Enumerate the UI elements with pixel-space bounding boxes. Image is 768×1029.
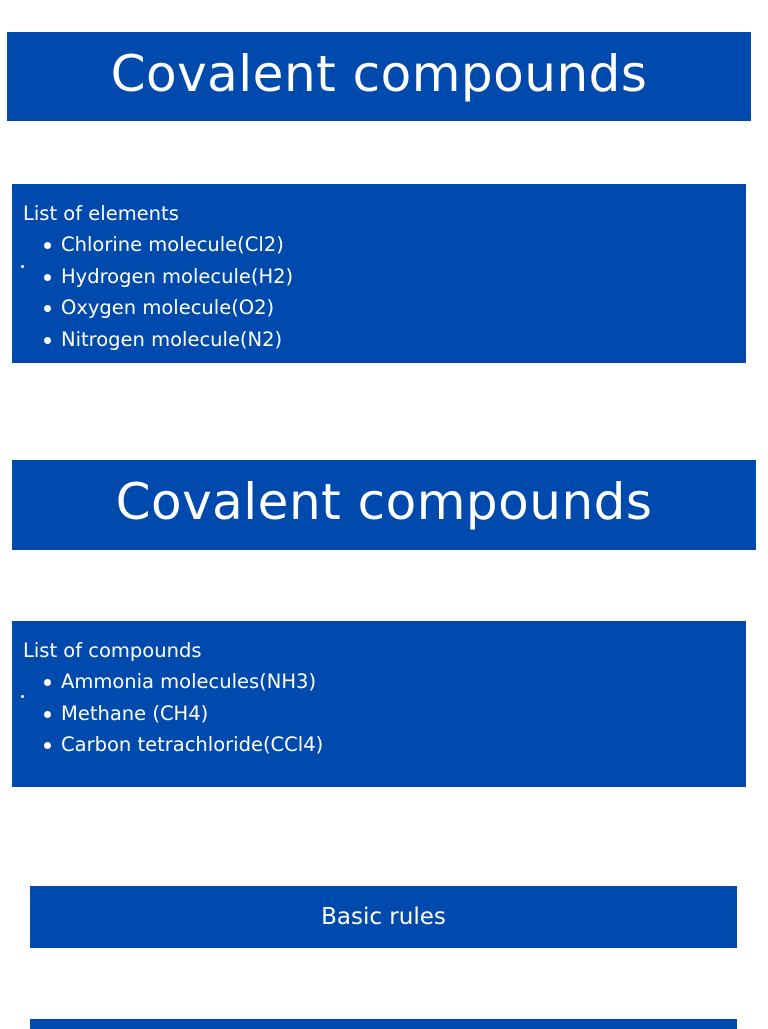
compounds-list [23,666,746,761]
section-title: Covalent compounds [115,473,653,531]
list-heading: List of compounds [23,639,202,662]
section-title-banner [12,460,756,550]
list-item: Hydrogen molecule(H2) [61,261,746,293]
basic-rules-label: Basic rules [321,904,446,930]
list-item: Oxygen molecule(O2) [61,292,746,324]
list-item: Methane (CH4) [61,698,746,730]
section-title: Covalent compounds [110,44,648,103]
list-item: Nitrogen molecule(N2) [61,324,746,356]
elements-list [23,229,746,355]
basic-rules-bar[interactable] [30,886,737,948]
section-title-banner [7,32,751,121]
list-heading: List of elements [23,202,179,225]
elements-list-box [12,184,746,363]
stray-dot-mark [21,265,24,268]
list-item: Chlorine molecule(Cl2) [61,229,746,261]
list-item: Ammonia molecules(NH3) [61,666,746,698]
list-item: Carbon tetrachloride(CCl4) [61,729,746,761]
next-section-bar [30,1019,737,1029]
compounds-list-box [12,621,746,787]
stray-dot-mark [21,695,24,698]
